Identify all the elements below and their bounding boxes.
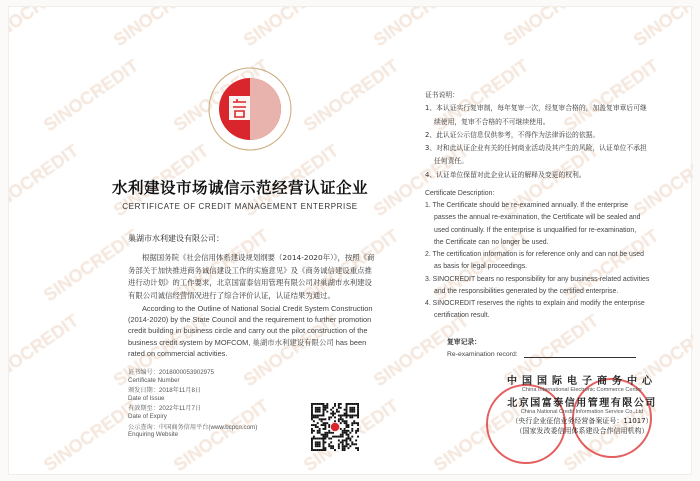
note-en-item-cont: and the responsibilities generated by the certified enterprise.	[434, 287, 619, 295]
notes-en-heading: Certificate Description:	[425, 190, 495, 198]
right-column	[425, 89, 680, 436]
note-cn-item: 4、认证单位保留对此企业认证的解释及变更的权利。	[425, 170, 586, 179]
expiry-date: 有效期至：2022年11月7日	[128, 405, 202, 413]
note-en-item-cont: the Certificate can no longer be used.	[434, 238, 549, 246]
note-cn-item-cont: 续使用，复审不合格的不可继续使用。	[434, 117, 550, 126]
note-en-item: 3. SINOCREDIT bears no responsibility for any business-related activities	[425, 275, 650, 283]
left-column	[95, 176, 385, 442]
body-text-en: According to the Outline of National Social Credit System Construction (2014-2020) by the State Council and the requirement to further promotion credit building in business circle and carry out the pilot construction of the business credit system by MOFCOM, 巢湖市水利建设有限公司 has been rated on commercial activities.	[128, 304, 373, 358]
notes-cn	[425, 89, 680, 182]
certificate-number: 证书编号：2018000053902975	[128, 369, 214, 377]
note-en-item: 2. The certification information is for reference only and can not be used	[425, 251, 644, 259]
note-cn-item-cont: 任何责任。	[434, 157, 468, 166]
enquiry-website: 公示查询：中国商务信用平台(www.bcpcn.com)	[128, 423, 258, 431]
issuer-org2-cn: 北京国富泰信用管理有限公司	[507, 398, 657, 410]
enquiry-website-label: Enquiring Website	[128, 431, 179, 439]
note-en-item-cont: as basis for legal proceedings.	[434, 263, 528, 271]
note-cn-item: 3、对和此认证企业有关的任何商业活动及其产生的风险，认证单位不承担	[425, 144, 647, 153]
credit-evaluation-logo	[207, 66, 293, 152]
issue-date: 颁发日期：2018年11月8日	[128, 387, 202, 395]
notes-cn-heading: 证书说明：	[425, 91, 459, 99]
qr-code[interactable]	[311, 403, 359, 451]
certificate-subtitle: CERTIFICATE OF CREDIT MANAGEMENT ENTERPRISE	[122, 202, 358, 211]
notes-en	[425, 188, 680, 322]
note-en-item: 4. SINOCREDIT reserves the rights to explain and modify the enterprise	[425, 299, 645, 307]
certificate-number-label: Certificate Number	[128, 376, 180, 384]
issuer-org2-en: China National Credit Information Service Co.,Ltd	[520, 409, 644, 416]
addressee: 巢湖市水利建设有限公司：	[128, 234, 224, 243]
record-label-cn: 复审记录：	[447, 338, 481, 347]
expiry-date-label: Date of Expiry	[128, 412, 167, 420]
record-row	[447, 351, 680, 358]
record-line	[524, 357, 636, 358]
issuer-note2: （国家发改委信用体系建设合作信用机构）	[515, 427, 649, 436]
re-examination-record	[425, 336, 680, 358]
certificate-meta	[128, 369, 303, 439]
issuer-org1-cn: 中国国际电子商务中心	[507, 376, 657, 388]
body-text-cn: 根据国务院《社会信用体系建设规划纲要（2014-2020年）》，按照《商务部关于加快推进商务诚信建设工作的实施意见》及《商务诚信建设重点推进行动计划》的工作要求，北京国富泰信用管理有限公司对巢湖市水利建设有限公司诚信经营情况进行了综合评价认证，认证结果为通过。	[128, 253, 375, 300]
certificate-title: 水利建设市场诚信示范经营认证企业	[111, 179, 368, 197]
issue-date-label: Date of Issue	[128, 394, 165, 402]
note-cn-item: 1、本认证实行复审制，每年复审一次，经复审合格的，加盖复审章后可继	[425, 104, 647, 113]
record-label-en: Re-examination record:	[447, 351, 518, 359]
issuer-block	[487, 372, 677, 436]
issuer-org1-en: China International Electronic Commerce Center	[521, 387, 643, 394]
note-en-item-cont: passes the annual re-examination, the Certificate will be sealed and	[434, 214, 641, 222]
note-en-item: 1. The Certificate should be re-examined annually. If the enterprise	[425, 202, 629, 210]
issuer-note1: （央行企业征信业务经营备案证号：11017）	[511, 417, 653, 426]
note-cn-item: 2、此认证公示信息仅供参考，不得作为法律诉讼的依据。	[425, 130, 600, 139]
note-en-item-cont: used continually. If the enterprise is unqualified for re-examination,	[434, 226, 637, 234]
note-en-item-cont: certification result.	[434, 312, 490, 320]
